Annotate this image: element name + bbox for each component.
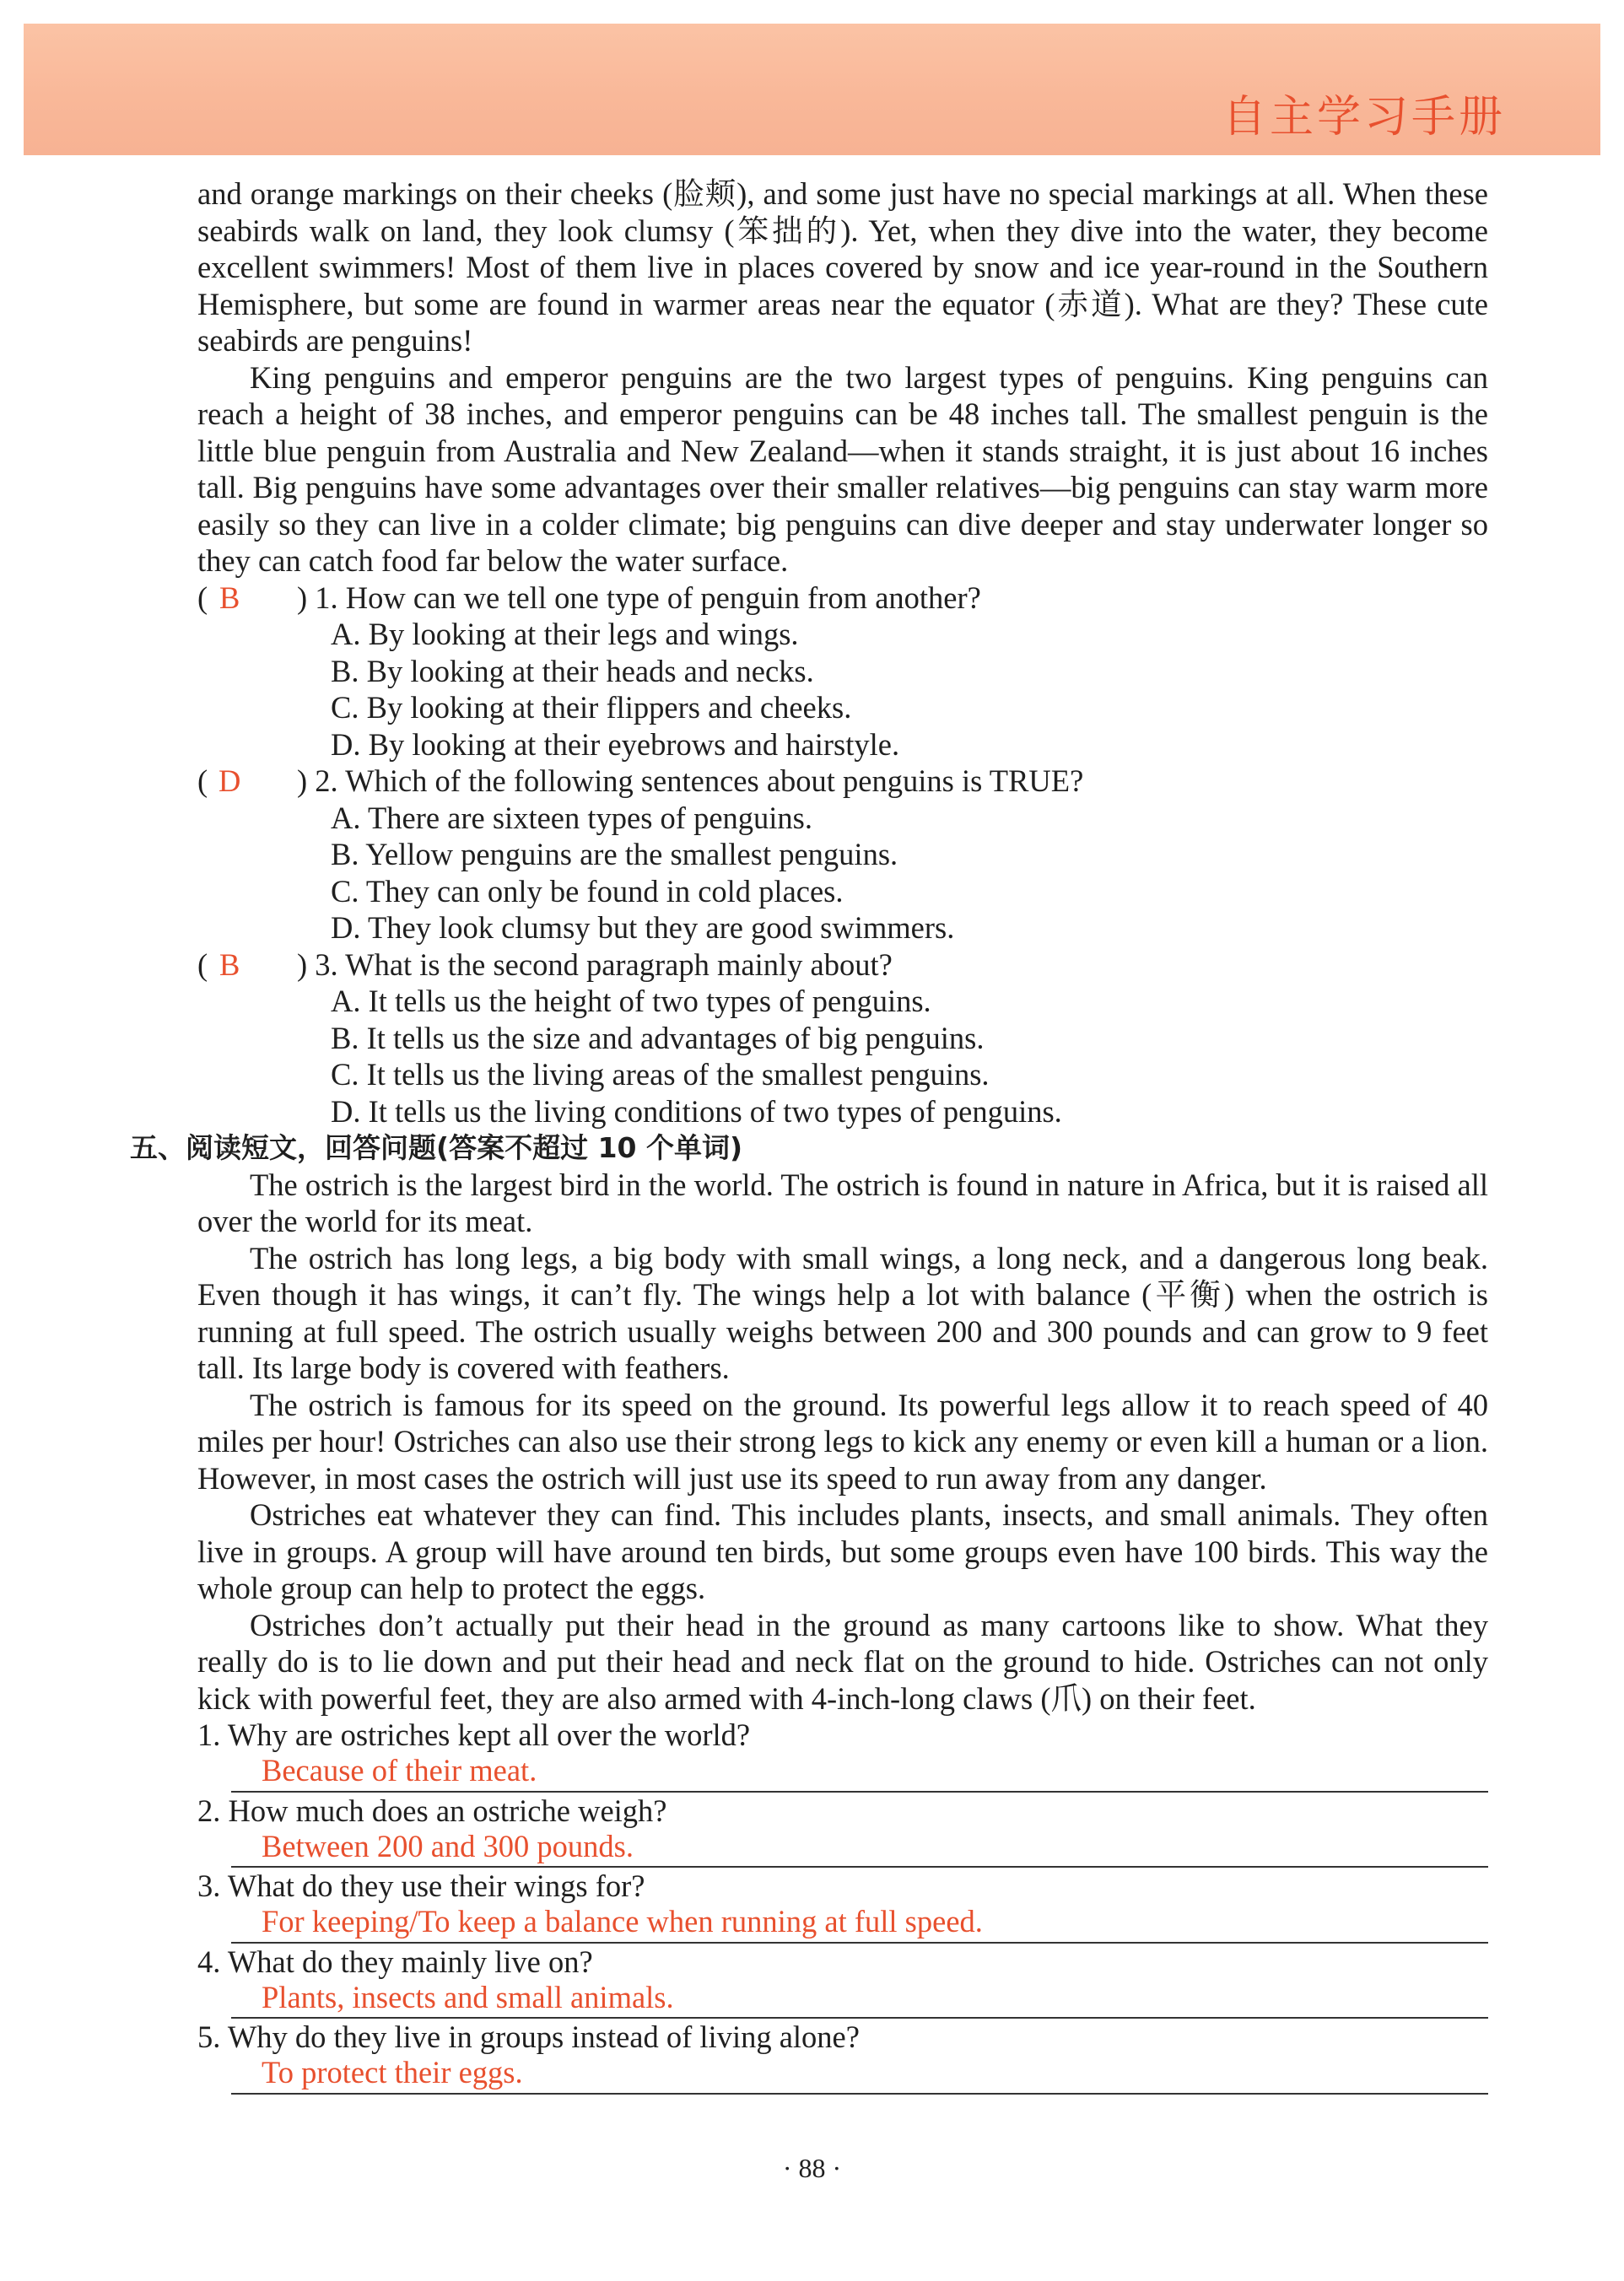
section-heading: 五、阅读短文，回答问题(答案不超过 10 个单词) <box>130 1131 743 1164</box>
short-question: 3. What do they use their wings for? <box>197 1868 645 1903</box>
answer-blank <box>231 1829 1488 1868</box>
answer-bracket: ( D <box>197 763 297 800</box>
short-question: 1. Why are ostriches kept all over the world? <box>197 1717 751 1752</box>
question-line <box>197 580 1488 617</box>
page-number: · 88 · <box>782 2153 842 2183</box>
question-option: C. It tells us the living areas of the smallest penguins. <box>331 1057 990 1092</box>
short-question: 4. What do they mainly live on? <box>197 1944 593 1979</box>
answer-letter: D <box>218 763 241 798</box>
question-option: D. They look clumsy but they are good swimmers. <box>331 910 955 945</box>
written-answer: For keeping/To keep a balance when running at full speed. <box>262 1904 983 1939</box>
short-question: 2. How much does an ostriche weigh? <box>197 1793 667 1828</box>
written-answer: Between 200 and 300 pounds. <box>262 1828 634 1863</box>
question-option: D. By looking at their eyebrows and hairstyle. <box>331 726 900 762</box>
ostrich-paragraph: The ostrich has long legs, a big body with small wings, a long neck, and a dangerous long beak. Even though it has wings, it can’t fly. The wings help a lot with balance (平衡) when the ostrich is running at full speed. The ostrich usually weighs between 200 and 300 pounds and can grow to 9 feet tall. Its large body is covered with feathers. <box>197 1240 1488 1385</box>
question-option: C. They can only be found in cold places. <box>331 873 844 909</box>
ostrich-paragraph: Ostriches don’t actually put their head in the ground as many cartoons like to show. What they really do is to lie down and put their head and neck flat on the ground to hide. Ostriches can not only kick with powerful feet, they are also armed with 4-inch-long claws (爪) on their feet. <box>197 1607 1488 1716</box>
question-option: B. It tells us the size and advantages of big penguins. <box>331 1020 985 1055</box>
written-answer: Because of their meat. <box>262 1753 537 1788</box>
answer-blank <box>231 1905 1488 1944</box>
passage-paragraph: and orange markings on their cheeks (脸颊), and some just have no special markings at all. When these seabirds walk on land, they look clumsy (笨拙的). Yet, when they dive into the water, they become excellent swimmers! Most of them live in places covered by snow and ice year-round in the Southern Hemisphere, but some are found in warmer areas near the equator (赤道). What are they? These cute seabirds are penguins! <box>197 176 1488 358</box>
question-block <box>197 763 1488 946</box>
question-line <box>197 763 1488 800</box>
question-option: A. There are sixteen types of penguins. <box>331 800 812 835</box>
question-option: D. It tells us the living conditions of two types of penguins. <box>331 1093 1062 1129</box>
question-option: C. By looking at their flippers and cheeks. <box>331 690 852 725</box>
question-block <box>197 946 1488 1130</box>
answer-blank <box>231 1754 1488 1793</box>
page-content <box>130 175 1488 2095</box>
question-text: ) 2. Which of the following sentences about penguins is TRUE? <box>297 763 1084 798</box>
answer-blank <box>231 2056 1488 2095</box>
short-question: 5. Why do they live in groups instead of living alone? <box>197 2019 860 2054</box>
question-block <box>197 580 1488 763</box>
header-title: 自主学习手册 <box>1222 92 1506 143</box>
answer-blank <box>231 1980 1488 2019</box>
question-option: A. By looking at their legs and wings. <box>331 617 799 651</box>
ostrich-paragraph: The ostrich is famous for its speed on the ground. Its powerful legs allow it to reach speed of 40 miles per hour! Ostriches can also use their strong legs to kick any enemy or even kill a human or a lion. However, in most cases the ostrich will just use its speed to run away from any danger. <box>197 1387 1488 1496</box>
written-answer: To protect their eggs. <box>262 2055 523 2090</box>
question-option: A. It tells us the height of two types of penguins. <box>331 984 931 1018</box>
question-option: B. Yellow penguins are the smallest penguins. <box>331 837 898 871</box>
question-option: B. By looking at their heads and necks. <box>331 653 814 688</box>
answer-bracket: ( B <box>197 580 297 617</box>
answer-bracket: ( B <box>197 946 297 984</box>
ostrich-paragraph: The ostrich is the largest bird in the world. The ostrich is found in nature in Africa, but it is raised all over the world for its meat. <box>197 1167 1488 1238</box>
passage-paragraph: King penguins and emperor penguins are the two largest types of penguins. King penguins can reach a height of 38 inches, and emperor penguins can be 48 inches tall. The smallest penguin is the little blue penguin from Australia and New Zealand—when it stands straight, it is just about 16 inches tall. Big penguins have some advantages over their smaller relatives—big penguins can stay warm more easily so they can live in a colder climate; big penguins can dive deeper and stay underwater longer so they can catch food far below the water surface. <box>197 359 1488 578</box>
written-answer: Plants, insects and small animals. <box>262 1979 674 2014</box>
ostrich-paragraph: Ostriches eat whatever they can find. This includes plants, insects, and small animals. They often live in groups. A group will have around ten birds, but some groups even have 100 birds. This way the whole group can help to protect the eggs. <box>197 1497 1488 1605</box>
question-text: ) 3. What is the second paragraph mainly about? <box>297 946 893 982</box>
question-text: ) 1. How can we tell one type of penguin from another? <box>297 580 981 615</box>
answer-letter: B <box>219 580 240 615</box>
answer-letter: B <box>219 946 240 982</box>
question-line <box>197 946 1488 984</box>
